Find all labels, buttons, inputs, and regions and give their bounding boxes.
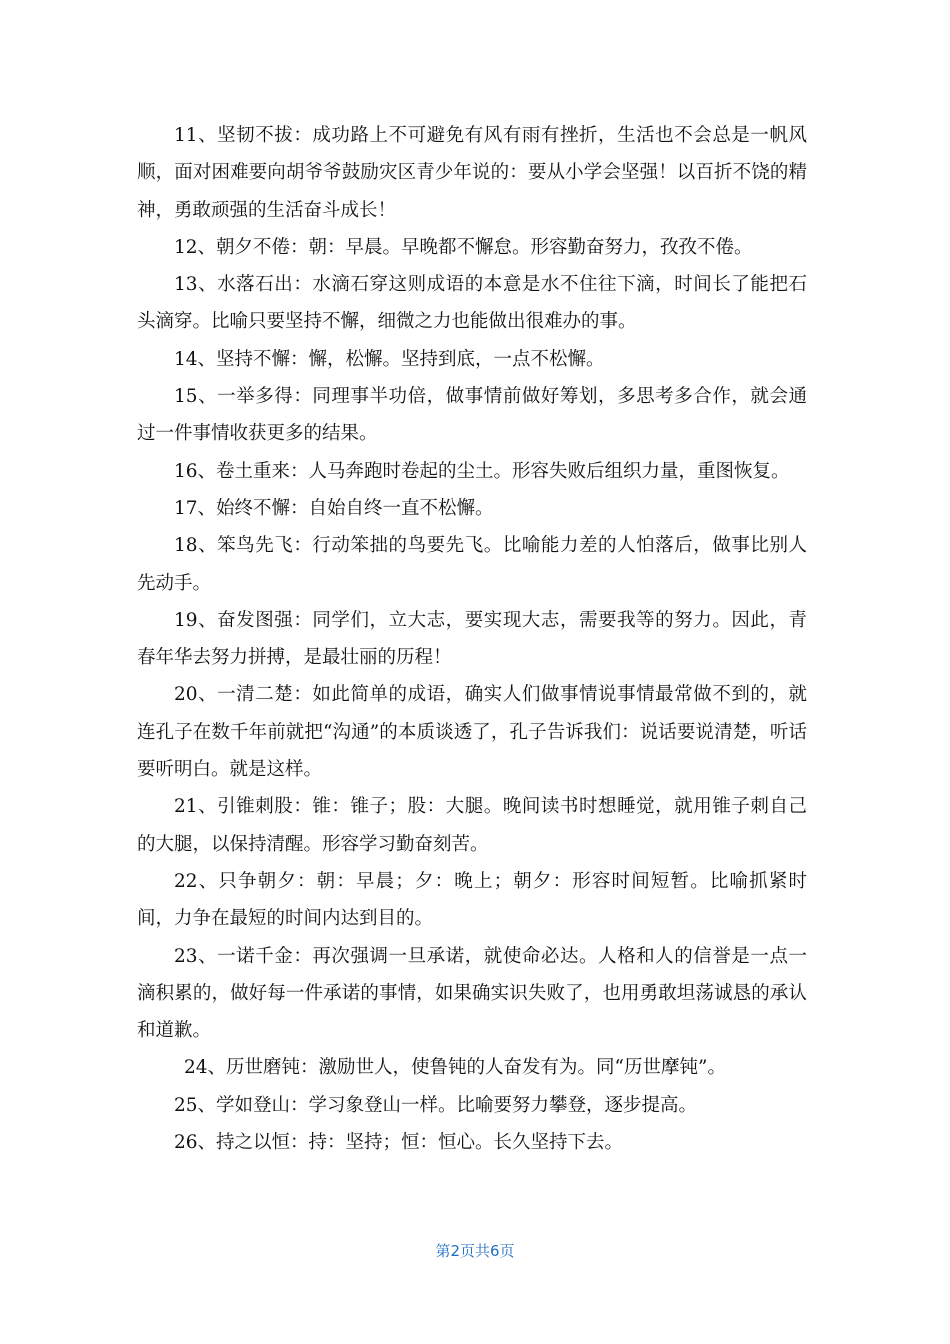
- paragraph-21: 21、引锥刺股：锥：锥子；股：大腿。晚间读书时想睡觉，就用锥子刺自己的大腿，以保持清醒。形容学习勤奋刻苦。: [137, 796, 807, 855]
- document-body: [137, 117, 807, 1161]
- paragraph-23: 23、一诺千金：再次强调一旦承诺，就使命必达。人格和人的信誉是一点一滴积累的，做好每一件承诺的事情，如果确实识失败了，也用勇敢坦荡诚恳的承认和道歉。: [137, 945, 807, 1042]
- paragraph-15: 15、一举多得：同理事半功倍，做事情前做好筹划，多思考多合作，就会通过一件事情收获更多的结果。: [137, 386, 807, 445]
- paragraph-12: 12、朝夕不倦：朝：早晨。早晚都不懈怠。形容勤奋努力，孜孜不倦。: [174, 236, 753, 258]
- paragraph-20: 20、一清二楚：如此简单的成语，确实人们做事情说事情最常做不到的，就连孔子在数千年前就把“沟通”的本质谈透了，孔子告诉我们：说话要说清楚，听话要听明白。就是这样。: [137, 684, 807, 781]
- page-number-footer: 第2页共6页: [435, 1242, 515, 1260]
- paragraph-16: 16、卷土重来：人马奔跑时卷起的尘土。形容失败后组织力量，重图恢复。: [174, 460, 790, 482]
- paragraph-11: 11、坚韧不拔：成功路上不可避免有风有雨有挫折，生活也不会总是一帆风顺，面对困难要向胡爷爷鼓励灾区青少年说的：要从小学会坚强！以百折不饶的精神，勇敢顽强的生活奋斗成长！: [137, 125, 807, 221]
- paragraph-14: 14、坚持不懈：懈，松懈。坚持到底，一点不松懈。: [174, 348, 605, 370]
- paragraph-17: 17、始终不懈：自始自终一直不松懈。: [174, 497, 494, 519]
- paragraph-22: 22、只争朝夕：朝：早晨；夕：晚上；朝夕：形容时间短暂。比喻抓紧时间，力争在最短的时间内达到目的。: [137, 870, 807, 930]
- paragraph-13: 13、水落石出：水滴石穿这则成语的本意是水不住往下滴，时间长了能把石头滴穿。比喻只要坚持不懈，细微之力也能做出很难办的事。: [137, 274, 807, 333]
- paragraph-24: 24、历世磨钝：激励世人，使鲁钝的人奋发有为。同“历世摩钝”。: [184, 1057, 726, 1079]
- paragraph-19: 19、奋发图强：同学们，立大志，要实现大志，需要我等的努力。因此，青春年华去努力拼搏，是最壮丽的历程！: [137, 609, 807, 669]
- paragraph-18: 18、笨鸟先飞：行动笨拙的鸟要先飞。比喻能力差的人怕落后，做事比别人先动手。: [137, 535, 807, 594]
- paragraph-25: 25、学如登山：学习象登山一样。比喻要努力攀登，逐步提高。: [174, 1094, 698, 1116]
- paragraph-26: 26、持之以恒：持：坚持；恒：恒心。长久坚持下去。: [174, 1132, 624, 1154]
